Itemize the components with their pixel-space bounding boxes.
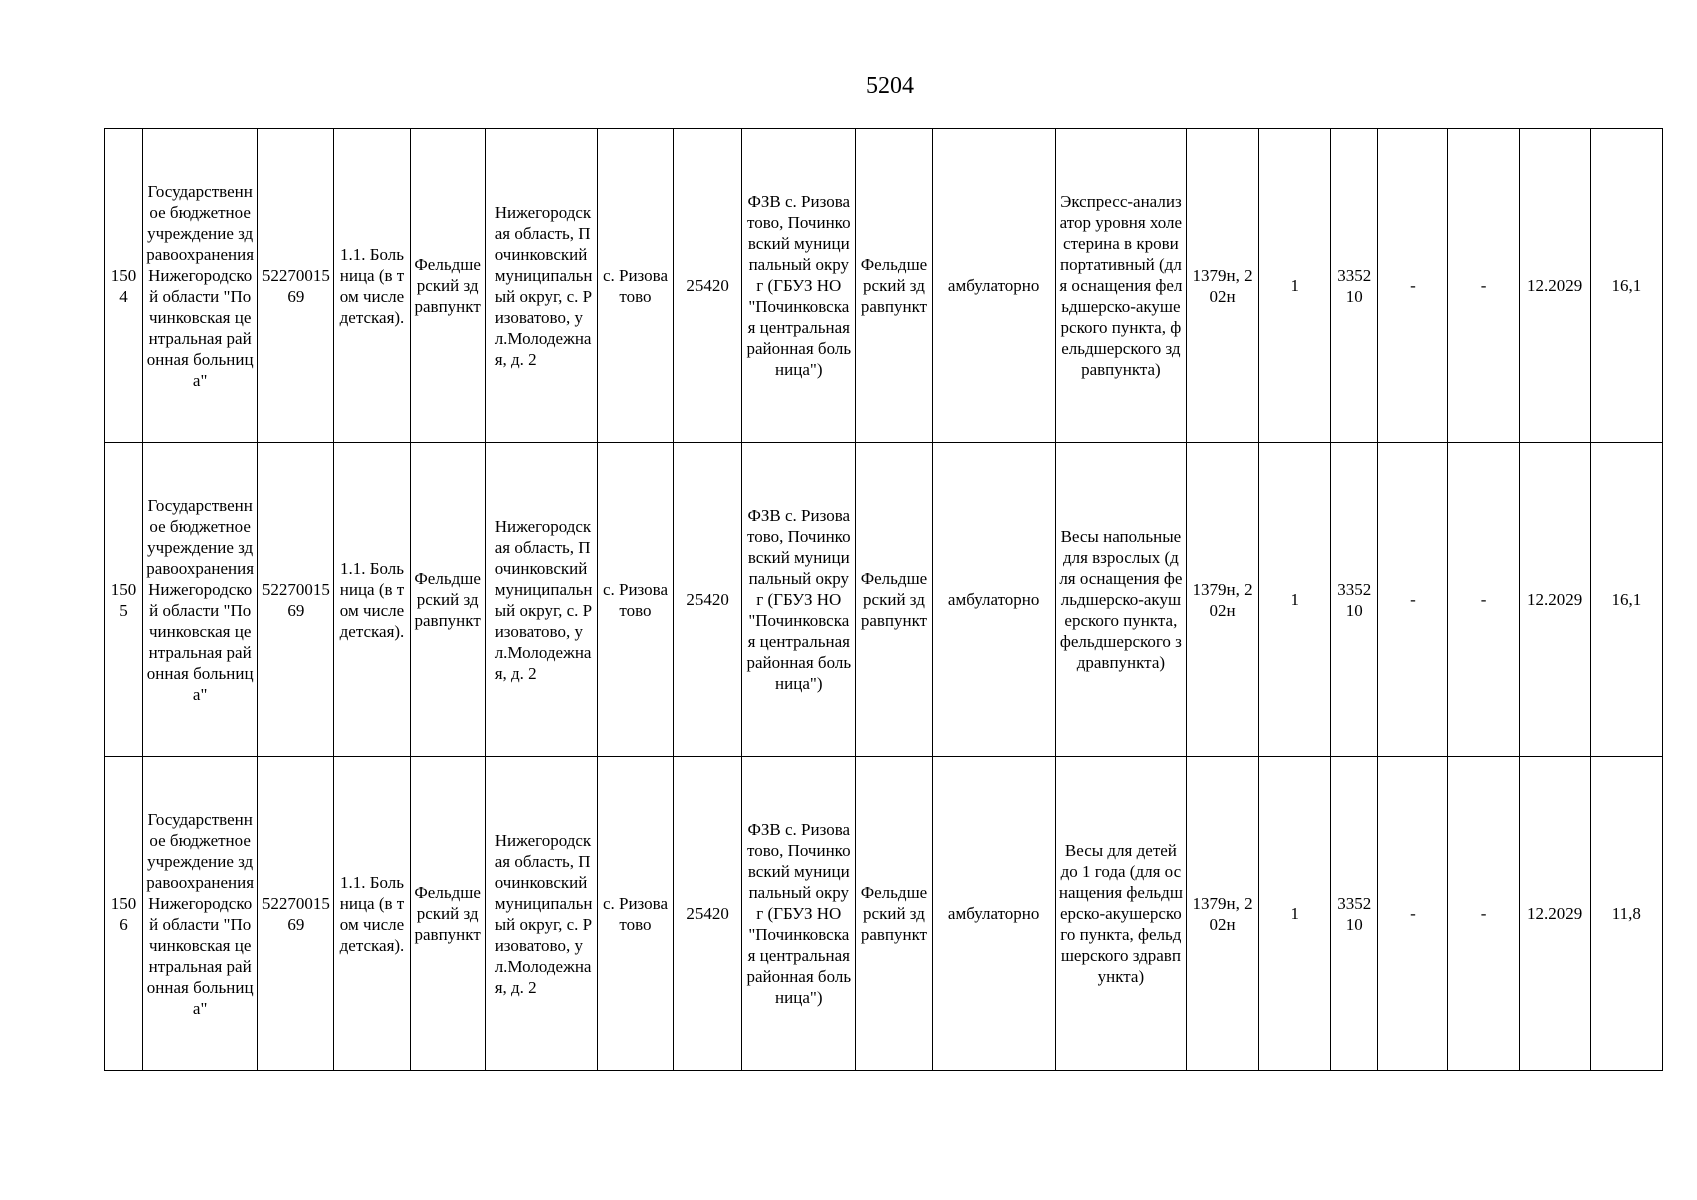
- category-cell: 1.1. Больница (в том числе детская).: [334, 757, 410, 1071]
- order-cell: 1379н, 202н: [1187, 443, 1259, 757]
- table-row: [105, 443, 1663, 757]
- order-cell: 1379н, 202н: [1187, 129, 1259, 443]
- locality-cell: с. Ризоватово: [597, 443, 673, 757]
- address-cell: Нижегородская область, Починковский муниципальный округ, с. Ризоватово, ул.Молодежная, д. 2: [485, 129, 597, 443]
- inn-cell: 5227001569: [258, 757, 334, 1071]
- quantity-cell: 1: [1259, 129, 1331, 443]
- unit-type-cell: Фельдшерский здравпункт: [410, 443, 485, 757]
- locality-cell: с. Ризоватово: [597, 129, 673, 443]
- date-cell: 12.2029: [1519, 757, 1590, 1071]
- row-number-cell: 1504: [105, 129, 143, 443]
- date-cell: 12.2029: [1519, 129, 1590, 443]
- table-row: [105, 757, 1663, 1071]
- equipment-table: [104, 128, 1663, 1071]
- table-body: [105, 129, 1663, 1071]
- locality-cell: с. Ризоватово: [597, 757, 673, 1071]
- category-cell: 1.1. Больница (в том числе детская).: [334, 443, 410, 757]
- organization-cell: Государственное бюджетное учреждение здравоохранения Нижегородской области "Починковская центральная районная больница": [143, 443, 258, 757]
- code-cell: 25420: [674, 129, 742, 443]
- dash-cell-a: -: [1378, 443, 1448, 757]
- amount-cell: 11,8: [1590, 757, 1662, 1071]
- date-cell: 12.2029: [1519, 443, 1590, 757]
- order-cell: 1379н, 202н: [1187, 757, 1259, 1071]
- equipment-cell: Весы напольные для взрослых (для оснащения фельдшерско-акушерского пункта, фельдшерского здравпункта): [1055, 443, 1186, 757]
- unit-type-cell: Фельдшерский здравпункт: [410, 129, 485, 443]
- row-number-cell: 1506: [105, 757, 143, 1071]
- table-row: [105, 129, 1663, 443]
- dash-cell-b: -: [1448, 757, 1519, 1071]
- dash-cell-a: -: [1378, 129, 1448, 443]
- organization-cell: Государственное бюджетное учреждение здравоохранения Нижегородской области "Починковская центральная районная больница": [143, 757, 258, 1071]
- dash-cell-b: -: [1448, 129, 1519, 443]
- dash-cell-b: -: [1448, 443, 1519, 757]
- amount-cell: 16,1: [1590, 129, 1662, 443]
- unit-type-2-cell: Фельдшерский здравпункт: [856, 443, 932, 757]
- equipment-cell: Экспресс-анализатор уровня холестерина в крови портативный (для оснащения фельдшерско-акушерского пункта, фельдшерского здравпункта): [1055, 129, 1186, 443]
- code-cell: 25420: [674, 757, 742, 1071]
- address-cell: Нижегородская область, Починковский муниципальный округ, с. Ризоватово, ул.Молодежная, д. 2: [485, 757, 597, 1071]
- unit-type-cell: Фельдшерский здравпункт: [410, 757, 485, 1071]
- inn-cell: 5227001569: [258, 129, 334, 443]
- care-condition-cell: амбулаторно: [932, 443, 1055, 757]
- address-cell: Нижегородская область, Починковский муниципальный округ, с. Ризоватово, ул.Молодежная, д. 2: [485, 443, 597, 757]
- category-cell: 1.1. Больница (в том числе детская).: [334, 129, 410, 443]
- unit-type-2-cell: Фельдшерский здравпункт: [856, 757, 932, 1071]
- care-condition-cell: амбулаторно: [932, 757, 1055, 1071]
- quantity-cell: 1: [1259, 443, 1331, 757]
- row-number-cell: 1505: [105, 443, 143, 757]
- care-condition-cell: амбулаторно: [932, 129, 1055, 443]
- okpd-code-cell: 335210: [1331, 129, 1378, 443]
- facility-cell: ФЗВ с. Ризоватово, Починковский муниципальный округ (ГБУЗ НО "Починковская центральная районная больница"): [742, 129, 856, 443]
- facility-cell: ФЗВ с. Ризоватово, Починковский муниципальный округ (ГБУЗ НО "Починковская центральная районная больница"): [742, 757, 856, 1071]
- okpd-code-cell: 335210: [1331, 443, 1378, 757]
- organization-cell: Государственное бюджетное учреждение здравоохранения Нижегородской области "Починковская центральная районная больница": [143, 129, 258, 443]
- facility-cell: ФЗВ с. Ризоватово, Починковский муниципальный округ (ГБУЗ НО "Починковская центральная районная больница"): [742, 443, 856, 757]
- dash-cell-a: -: [1378, 757, 1448, 1071]
- quantity-cell: 1: [1259, 757, 1331, 1071]
- amount-cell: 16,1: [1590, 443, 1662, 757]
- inn-cell: 5227001569: [258, 443, 334, 757]
- page-number: 5204: [866, 73, 914, 99]
- okpd-code-cell: 335210: [1331, 757, 1378, 1071]
- code-cell: 25420: [674, 443, 742, 757]
- equipment-cell: Весы для детей до 1 года (для оснащения фельдшерско-акушерского пункта, фельдшерского здравпункта): [1055, 757, 1186, 1071]
- unit-type-2-cell: Фельдшерский здравпункт: [856, 129, 932, 443]
